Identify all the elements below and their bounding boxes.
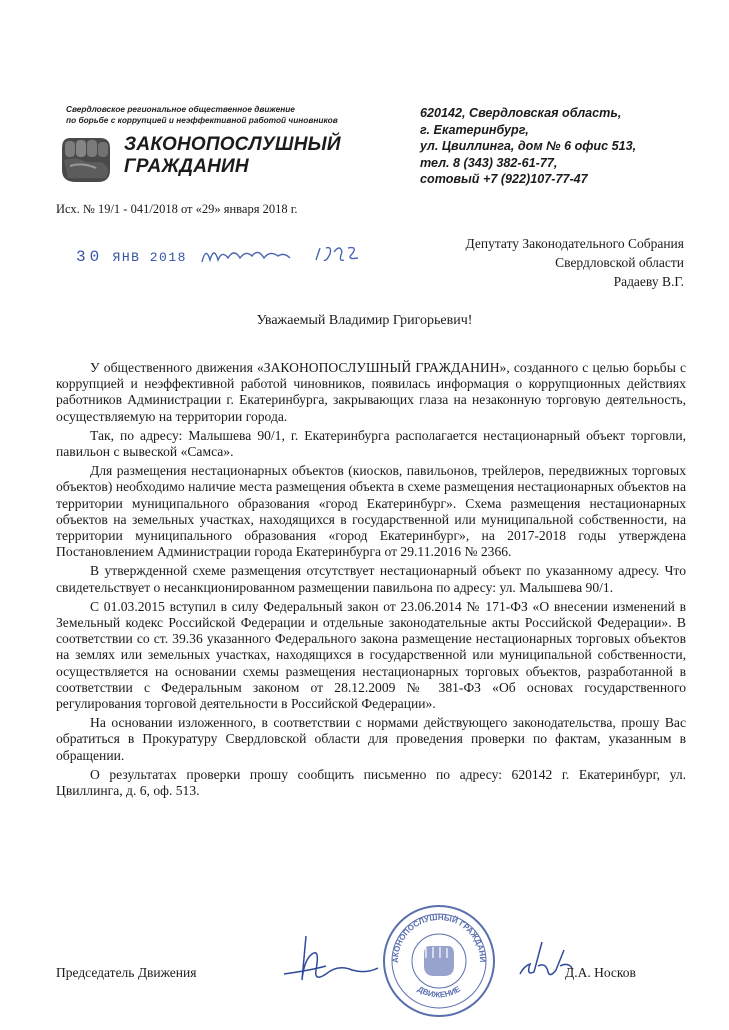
address-line: тел. 8 (343) 382-61-77, — [420, 155, 558, 170]
address-line: 620142, Свердловская область, — [420, 106, 622, 120]
signatory-role: Председатель Движения — [56, 965, 197, 980]
address-line: ул. Цвиллинга, дом № 6 офис 513, — [420, 139, 637, 153]
signature-scribble — [282, 930, 392, 995]
organization-seal — [380, 902, 498, 1025]
svg-text:ДВИЖЕНИЕ — [416, 984, 463, 999]
recipient-line: Депутату Законодательного Собрания — [465, 236, 684, 251]
organization-description — [66, 104, 376, 126]
recipient-block — [466, 234, 684, 291]
organization-logo-text — [124, 134, 341, 178]
seal-text-top: АКОНОПОСЛУШНЫЙ ГРАЖДАНИ — [390, 912, 488, 964]
recipient-line: Свердловской области — [555, 255, 684, 270]
organization-address — [420, 105, 710, 188]
fist-logo-icon — [56, 126, 118, 193]
seal-text-bottom: ДВИЖЕНИЕ — [415, 984, 463, 1000]
address-line: сотовый +7 (922)107-77-47 — [420, 172, 588, 186]
body-paragraph: Так, по адресу: Малышева 90/1, г. Екатеринбурга располагается нестационарный объект торговли, павильон с вывеской «Самса». — [56, 427, 686, 460]
body-paragraph: Для размещения нестационарных объектов (киосков, павильонов, трейлеров, передвижных торговых объектов) необходимо наличие места размещения объекта в схеме размещения нестационарных объектов на территории муниципального образования «город Екатеринбург». Схема размещения нестационарных объектов на земельных участках, находящихся в государственной или муниципальной собственности, на территории муниципального образования «город Екатеринбург», на 2017-2018 годы утверждена Постановлением Администрации города Екатеринбурга от 29.11.2016 № 2366. — [56, 463, 686, 560]
registration-date-stamp — [76, 248, 187, 266]
salutation: Уважаемый Владимир Григорьевич! — [256, 313, 473, 328]
handwritten-registration-note — [198, 240, 368, 275]
body-paragraph: С 01.03.2015 вступил в силу Федеральный закон от 23.06.2014 № 171-ФЗ «О внесении изменений в Земельный кодекс Российской Федерации и отдельные законодательные акты Российской Федерации». В соответствии со ст. 39.36 указанного Федерального закона размещение нестационарных торговых объектов на землях или земельных участках, находящихся в государственной или муниципальной собственности, осуществляется на основании схемы размещения нестационарных торговых объектов, разработанной в соответствии с Федеральным законом от 28.12.2009 № 381-ФЗ «Об основах государственного регулирования торговой деятельности в Российской Федерации». — [56, 598, 686, 712]
org-line-1: Свердловское региональное общественное движение — [66, 104, 295, 114]
body-paragraph: О результатах проверки прошу сообщить письменно по адресу: 620142 г. Екатеринбург, ул. Цвиллинга, д. 6, оф. 513. — [56, 766, 686, 799]
letter-body — [56, 360, 686, 802]
stamp-month-year: ЯНВ 2018 — [112, 250, 187, 265]
body-paragraph: На основании изложенного, в соответствии с нормами действующего законодательства, прошу Вас обратиться в Прокуратуру Свердловской области для проведения проверки по фактам, указанным в обращении. — [56, 715, 686, 763]
logo-line-2: ГРАЖДАНИН — [124, 156, 249, 177]
org-line-2: по борьбе с коррупцией и неэффективной работой чиновников — [66, 115, 338, 125]
recipient-line: Радаеву В.Г. — [613, 274, 684, 289]
stamp-day: 30 — [76, 248, 104, 266]
body-paragraph: У общественного движения «ЗАКОНОПОСЛУШНЫЙ ГРАЖДАНИН», созданного с целью борьбы с коррупцией и неэффективной работой чиновников, появилась информация о коррупционных действиях работников Администрации г. Екатеринбурга, закрывающих глаза на незаконную торговую деятельность, осуществляемую на территории города. — [56, 360, 686, 424]
signatory-name: Д.А. Носков — [565, 965, 636, 980]
logo-line-1: ЗАКОНОПОСЛУШНЫЙ — [124, 134, 341, 155]
outgoing-number: Исх. № 19/1 - 041/2018 от «29» января 2018 г. — [56, 202, 298, 216]
address-line: г. Екатеринбург, — [420, 122, 529, 137]
body-paragraph: В утвержденной схеме размещения отсутствует нестационарный объект по указанному адресу. Что свидетельствует о несанкционированном размещении павильона по адресу: ул. Малышева 90/1. — [56, 563, 686, 595]
